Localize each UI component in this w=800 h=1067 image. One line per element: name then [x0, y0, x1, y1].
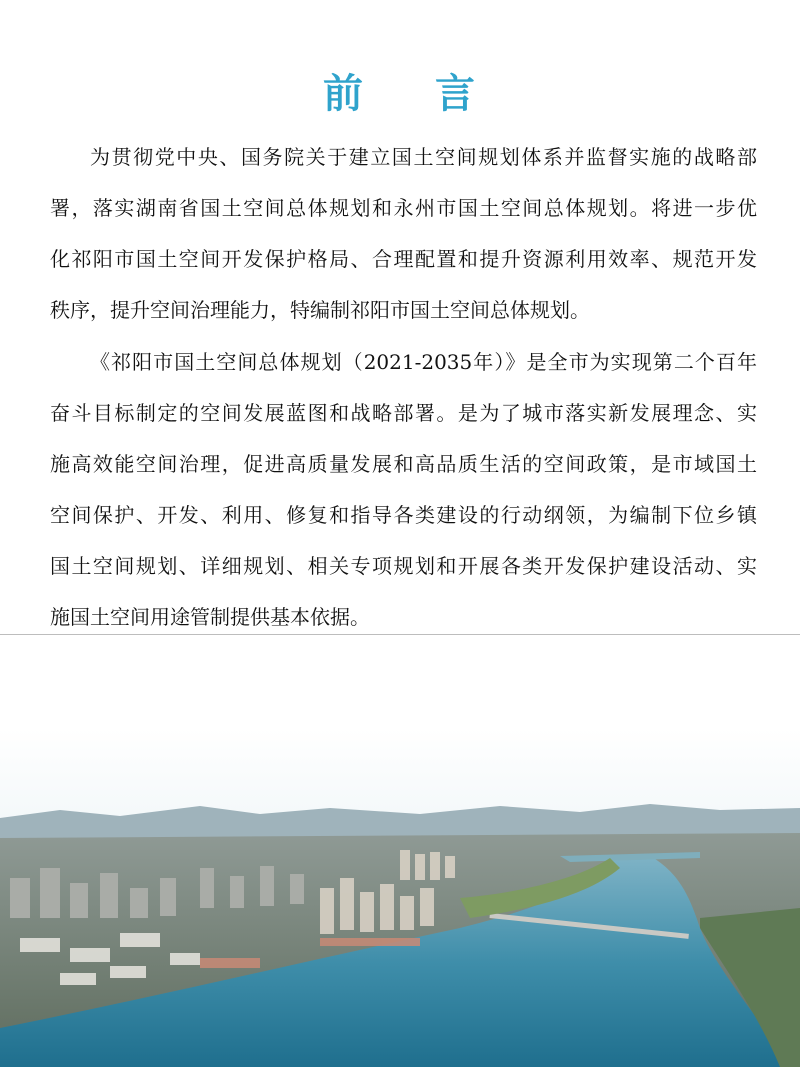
text-line: 施高效能空间治理，促进高质量发展和高品质生活的空间政策，是市域国土 [50, 452, 757, 476]
text-line: 秩序，提升空间治理能力，特编制祁阳市国土空间总体规划。 [50, 298, 590, 322]
title-char: 前 [323, 71, 365, 117]
text-line: 奋斗目标制定的空间发展蓝图和战略部署。是为了城市落实新发展理念、实 [50, 401, 757, 425]
divider [0, 634, 800, 635]
page-title [0, 62, 800, 119]
text-line: 署，落实湖南省国土空间总体规划和永州市国土空间总体规划。将进一步优 [50, 196, 757, 220]
paragraph-1 [50, 132, 757, 336]
city-river-aerial-photo [0, 728, 800, 1067]
text-line: 国土空间规划、详细规划、相关专项规划和开展各类开发保护建设活动、实 [50, 554, 757, 578]
text-line: 《祁阳市国土空间总体规划（2021-2035年）》是全市为实现第二个百年 [90, 350, 757, 374]
text-line: 施国土空间用途管制提供基本依据。 [50, 605, 370, 629]
preface-body [50, 132, 757, 643]
text-line: 化祁阳市国土空间开发保护格局、合理配置和提升资源利用效率、规范开发 [50, 247, 757, 271]
paragraph-2 [50, 337, 757, 643]
text-line: 空间保护、开发、利用、修复和指导各类建设的行动纲领，为编制下位乡镇 [50, 503, 757, 527]
title-char: 言 [435, 71, 477, 117]
text-line: 为贯彻党中央、国务院关于建立国土空间规划体系并监督实施的战略部 [90, 145, 757, 169]
